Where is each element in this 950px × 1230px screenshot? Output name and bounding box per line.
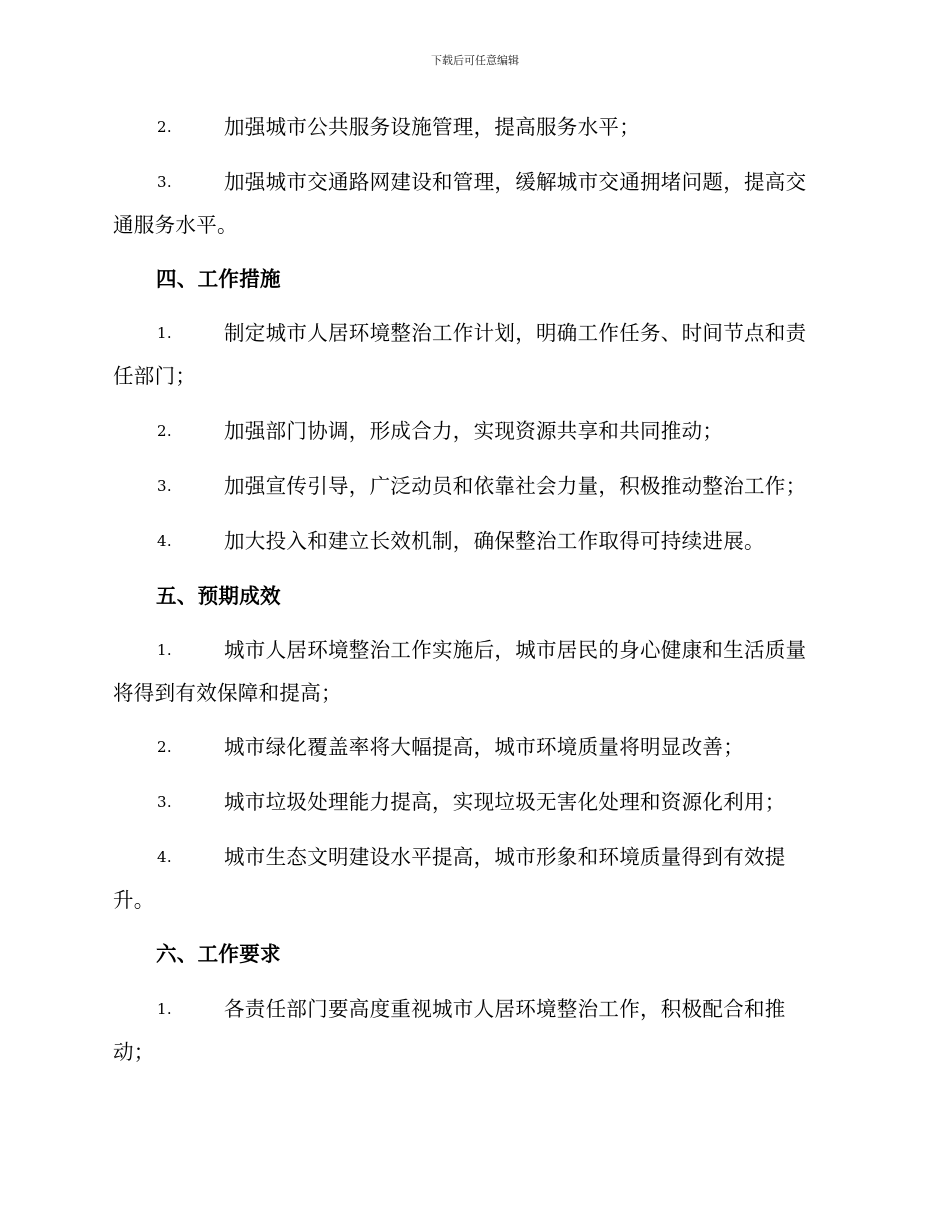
- item-text-line-1: 加大投入和建立长效机制，确保整治工作取得可持续进展。: [224, 529, 765, 553]
- item-text-line-2: 通服务水平。: [113, 213, 238, 237]
- list-item: [113, 312, 838, 398]
- item-number: 1.: [157, 1000, 172, 1018]
- section-heading: 五、预期成效: [156, 584, 281, 608]
- item-text-line-2: 将得到有效保障和提高；: [113, 681, 342, 705]
- item-text-line-1: 城市人居环境整治工作实施后，城市居民的身心健康和生活质量: [224, 638, 807, 662]
- list-item: [113, 465, 838, 508]
- item-text-line-1: 城市生态文明建设水平提高，城市形象和环境质量得到有效提: [224, 845, 786, 869]
- item-number: 4.: [157, 848, 172, 866]
- list-item: [113, 410, 838, 453]
- item-number: 3.: [157, 477, 172, 495]
- item-text-line-1: 加强城市交通路网建设和管理，缓解城市交通拥堵问题，提高交: [224, 170, 807, 194]
- list-item: [113, 161, 838, 247]
- section-heading: 四、工作措施: [156, 267, 281, 291]
- list-item: [113, 781, 838, 824]
- item-number: 3.: [157, 173, 172, 191]
- item-text-line-2: 任部门；: [113, 364, 197, 388]
- list-item: [113, 106, 838, 149]
- item-text-line-1: 加强城市公共服务设施管理，提高服务水平；: [224, 115, 640, 139]
- item-text-line-1: 各责任部门要高度重视城市人居环境整治工作，积极配合和推: [224, 997, 786, 1021]
- item-text-line-1: 加强部门协调，形成合力，实现资源共享和共同推动；: [224, 419, 724, 443]
- section-heading: 六、工作要求: [156, 942, 281, 966]
- item-number: 2.: [157, 738, 172, 756]
- item-text-line-1: 城市绿化覆盖率将大幅提高，城市环境质量将明显改善；: [224, 735, 744, 759]
- list-item: [113, 629, 838, 715]
- item-number: 1.: [157, 641, 172, 659]
- item-text-line-1: 加强宣传引导，广泛动员和依靠社会力量，积极推动整治工作；: [224, 474, 807, 498]
- item-text-line-1: 制定城市人居环境整治工作计划，明确工作任务、时间节点和责: [224, 321, 807, 345]
- list-item: [113, 988, 838, 1074]
- item-number: 4.: [157, 532, 172, 550]
- page-header: 下载后可任意编辑: [431, 54, 519, 67]
- item-number: 2.: [157, 118, 172, 136]
- item-number: 3.: [157, 793, 172, 811]
- item-text-line-1: 城市垃圾处理能力提高，实现垃圾无害化处理和资源化利用；: [224, 790, 786, 814]
- item-number: 1.: [157, 324, 172, 342]
- list-item: [113, 836, 838, 922]
- list-item: [113, 520, 838, 563]
- item-text-line-2: 动；: [113, 1040, 155, 1064]
- item-number: 2.: [157, 422, 172, 440]
- item-text-line-2: 升。: [113, 888, 155, 912]
- list-item: [113, 726, 838, 769]
